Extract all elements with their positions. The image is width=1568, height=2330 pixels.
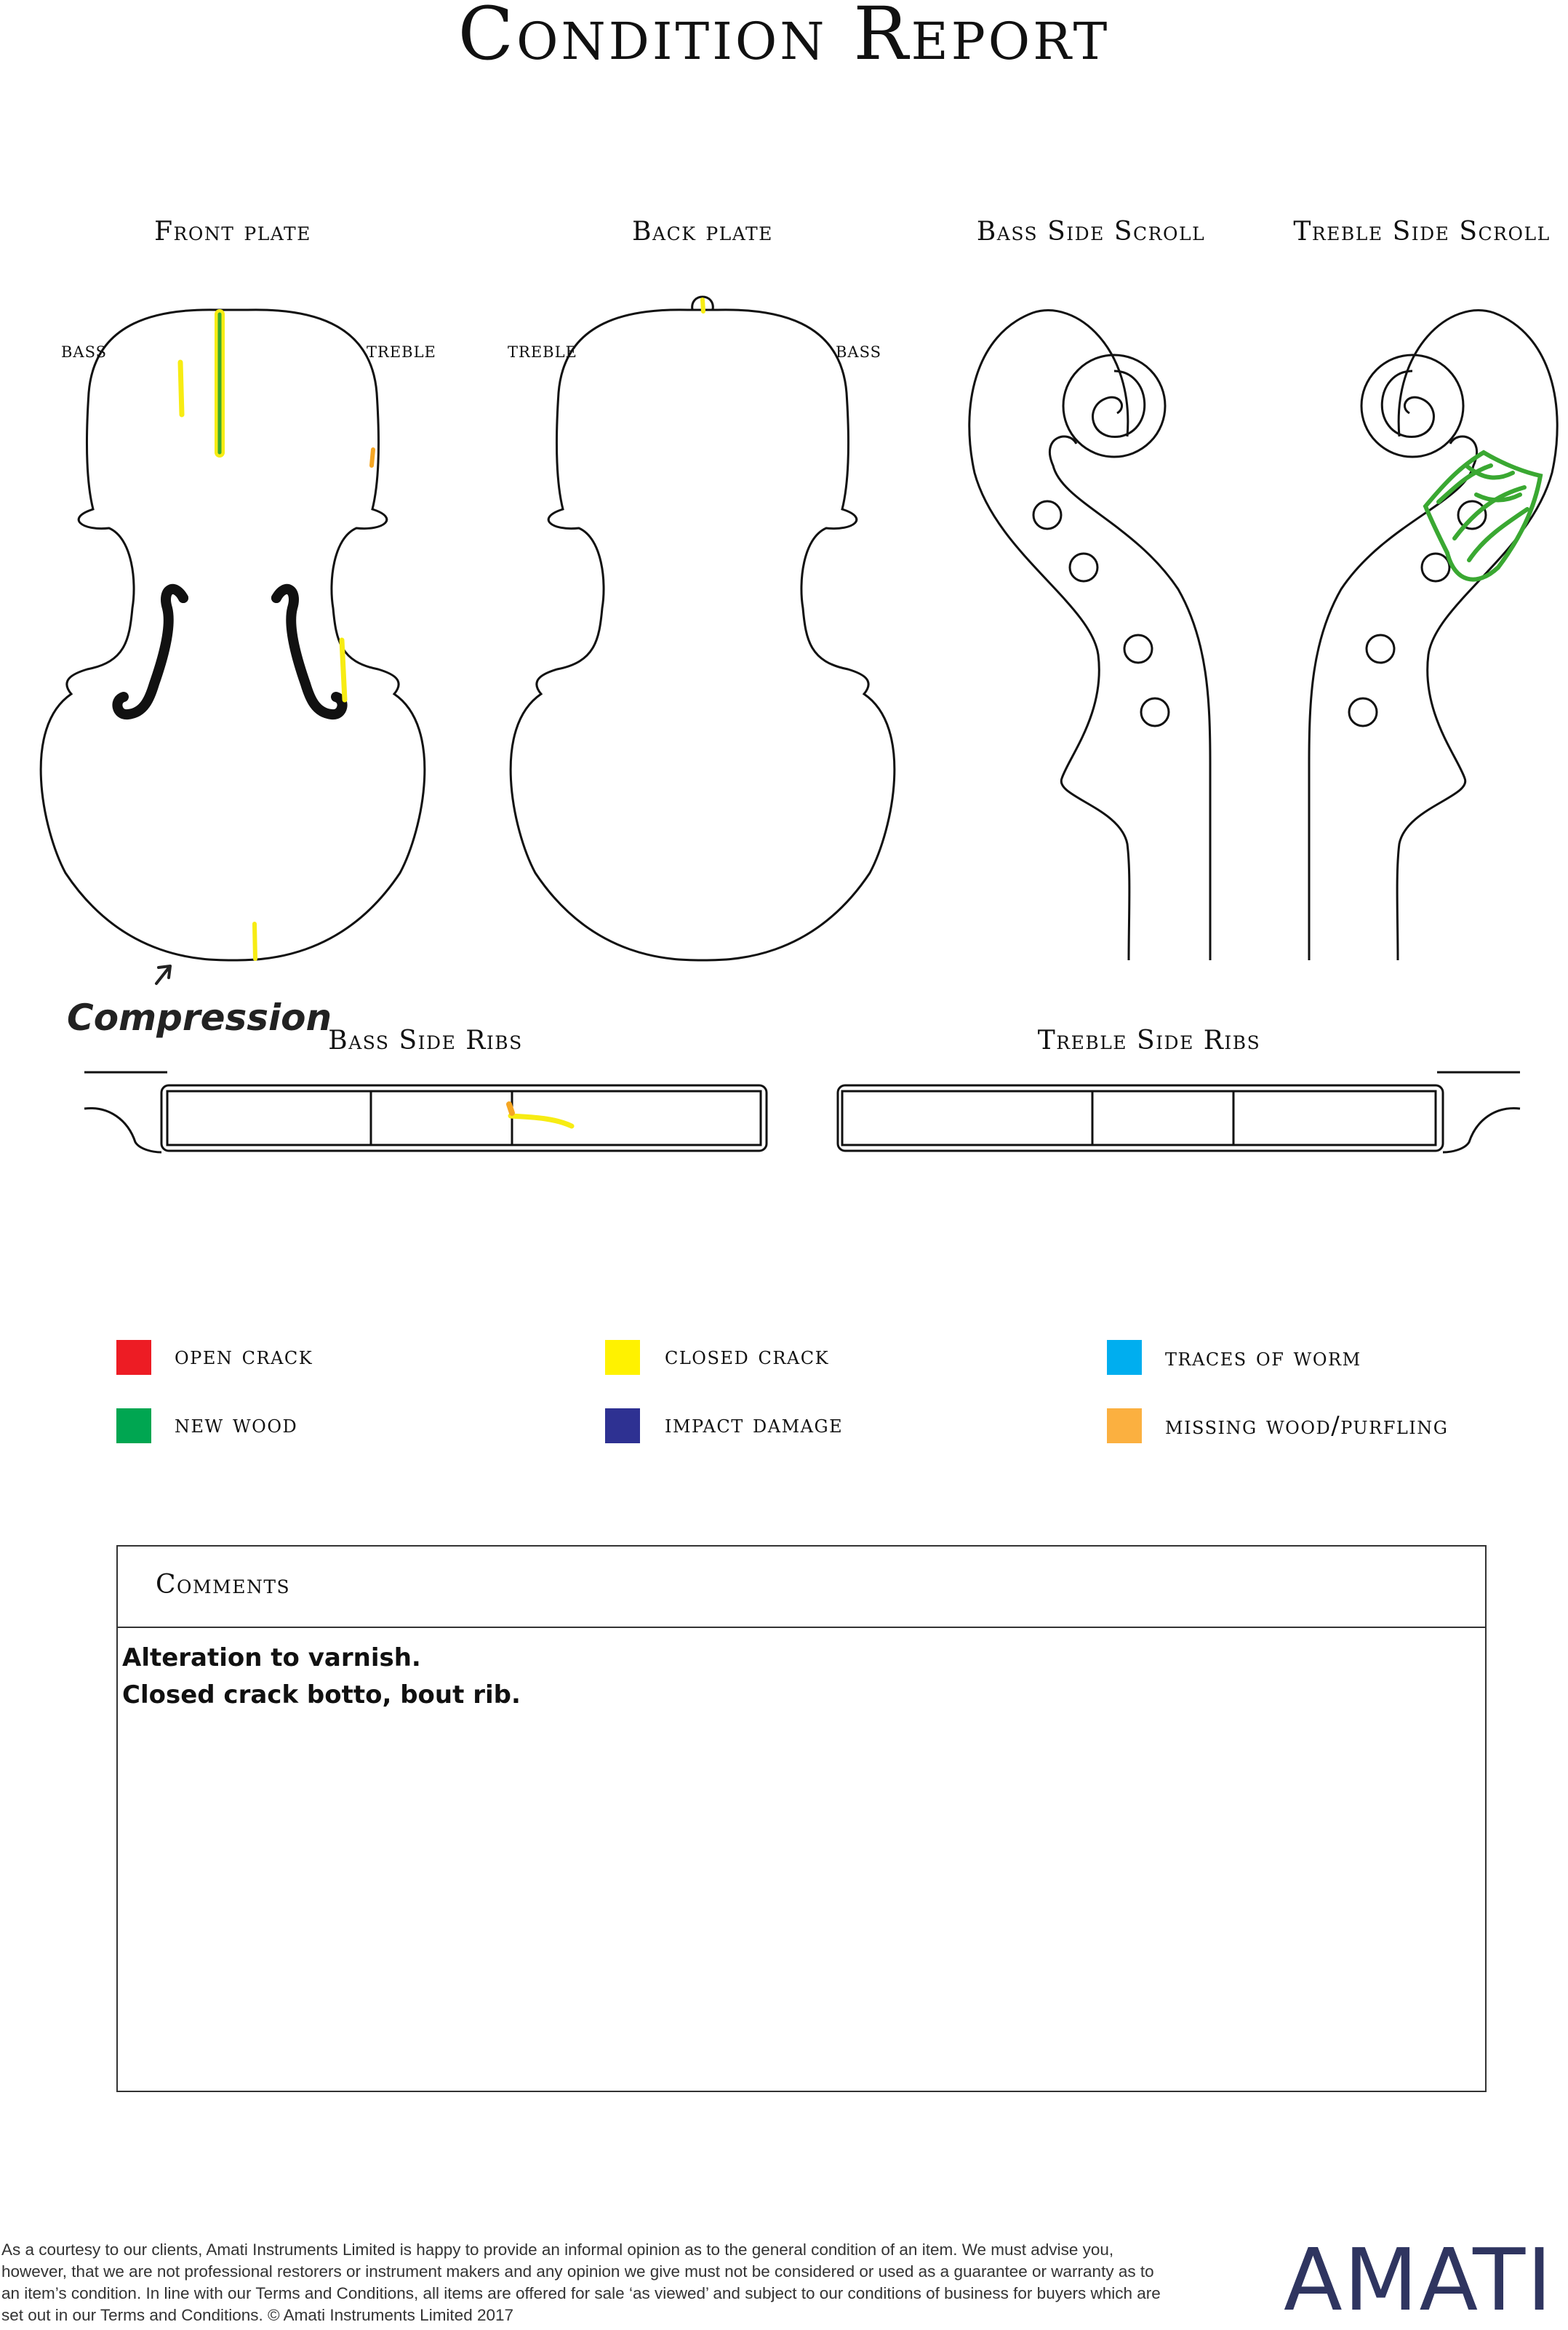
page-title: Condition Report: [457, 0, 1111, 76]
legend-swatch-new-wood: [116, 1408, 151, 1443]
bass-side-ribs-label: Bass Side Ribs: [328, 1026, 523, 1056]
front-plate-bass-label: BASS: [61, 343, 108, 361]
back-plate-drawing: [511, 297, 895, 960]
treble-side-ribs-label: Treble Side Ribs: [1037, 1026, 1261, 1056]
scroll-new-wood-mark: [1425, 452, 1540, 580]
legend-swatch-closed-crack: [605, 1340, 640, 1375]
back-plate-label: Back plate: [632, 217, 773, 247]
legend-label-closed-crack: closed crack: [665, 1341, 830, 1371]
bass-side-scroll-label: Bass Side Scroll: [976, 217, 1206, 247]
disclaimer-text: As a courtesy to our clients, Amati Instruments Limited is happy to provide an informal opinion as to the general condition of an item. We must advise you, however, that we are not professional restorers or instrument makers and any opinion we give must not be considered or used as a guarantee or warranty as to an item’s condition. In line with our Terms and Conditions, all items are offered for sale ‘as viewed’ and subject to our conditions of business for buyers which are set out in our Terms and Conditions. © Amati Instruments Limited 2017: [1, 2241, 1161, 2324]
front-plate-label: Front plate: [154, 217, 311, 247]
comment-line: Closed crack botto, bout rib.: [122, 1680, 521, 1709]
front-closed-crack-left: [180, 362, 182, 415]
legend-label-impact-damage: impact damage: [665, 1410, 844, 1439]
back-plate-bass-label: BASS: [836, 343, 882, 361]
legend-label-open-crack: open crack: [175, 1341, 313, 1371]
comments-box: [116, 1545, 1487, 2092]
comments-body: [118, 1628, 1485, 1725]
legend-label-traces-of-worm: traces of worm: [1165, 1343, 1361, 1372]
comment-line: Alteration to varnish.: [122, 1643, 421, 1672]
legend-swatch-missing-wood: [1107, 1408, 1142, 1443]
condition-markings: [180, 300, 1540, 1126]
rib-missing-wood: [509, 1104, 512, 1113]
legend-label-missing-wood: missing wood/purfling: [1165, 1411, 1449, 1440]
rib-closed-crack: [511, 1116, 572, 1126]
f-holes: [117, 589, 342, 714]
bass-side-ribs-drawing: [84, 1072, 767, 1152]
legend-label-new-wood: new wood: [175, 1410, 298, 1439]
bass-side-scroll-drawing: [969, 311, 1210, 960]
legend-swatch-impact-damage: [605, 1408, 640, 1443]
front-missing-wood-mark: [372, 450, 373, 466]
compression-annotation: Compression: [67, 997, 332, 1039]
legend-swatch-traces-of-worm: [1107, 1340, 1142, 1375]
treble-side-ribs-drawing: [838, 1072, 1520, 1152]
comments-header: Comments: [118, 1547, 1485, 1628]
back-plate-treble-label: TREBLE: [508, 343, 577, 361]
front-plate-drawing: [41, 310, 425, 960]
compression-arrow: [156, 966, 170, 984]
treble-side-scroll-label: Treble Side Scroll: [1293, 217, 1551, 247]
front-plate-treble-label: TREBLE: [367, 343, 436, 361]
front-closed-crack-treble: [342, 640, 345, 700]
amati-logo: AMATI: [1284, 2230, 1553, 2330]
treble-side-scroll-drawing: [1309, 311, 1557, 960]
legend-swatch-open-crack: [116, 1340, 151, 1375]
